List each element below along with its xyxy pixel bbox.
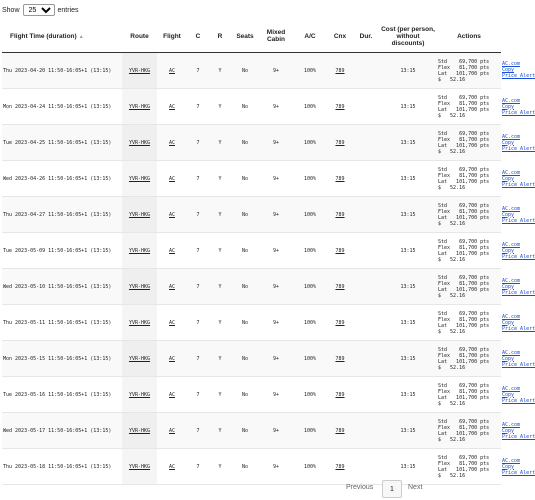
flight-cell: AC bbox=[168, 463, 176, 470]
flight-cell: AC bbox=[168, 139, 176, 146]
page-1-button[interactable]: 1 bbox=[382, 480, 402, 498]
seats-cell: No bbox=[241, 211, 249, 218]
flight-time-cell: Thu 2023-05-18 11:50-16:05+1 (13:15) bbox=[3, 463, 112, 470]
flights-table bbox=[2, 20, 535, 485]
cost-cell: Std 69,700 pts Flex 81,700 pts Lat 101,700 pts $ 52.16 bbox=[438, 94, 490, 119]
table-row: Tue 2023-04-25 11:50-16:05+1 (13:15) YVR-HKG AC 7 Y No 9+ 100% 789 13:15 Std 69,700 pts Flex 81,700 pts Lat 101,700 pts $ 52.16 AC.com Copy Price Alert bbox=[2, 125, 501, 161]
route-cell[interactable]: YVR-HKG bbox=[122, 341, 157, 377]
mixed-cabin-cell: 100% bbox=[303, 391, 317, 398]
flight-time-cell: Tue 2023-05-09 11:50-16:05+1 (13:15) bbox=[3, 247, 112, 254]
duration-cell: 13:15 bbox=[400, 355, 416, 362]
seats-cell: No bbox=[241, 319, 249, 326]
class-r-cell: Y bbox=[218, 103, 222, 110]
duration-cell: 13:15 bbox=[400, 391, 416, 398]
cnx-cell bbox=[353, 161, 379, 197]
cnx-cell bbox=[353, 89, 379, 125]
cnx-cell bbox=[353, 233, 379, 269]
cost-cell: Std 69,700 pts Flex 81,700 pts Lat 101,700 pts $ 52.16 bbox=[438, 58, 490, 83]
cost-cell: Std 69,700 pts Flex 81,700 pts Lat 101,700 pts $ 52.16 bbox=[438, 166, 490, 191]
cost-cell: Std 69,700 pts Flex 81,700 pts Lat 101,700 pts $ 52.16 bbox=[438, 310, 490, 335]
cnx-cell bbox=[353, 53, 379, 89]
seats-count-cell: 9+ bbox=[272, 355, 280, 362]
duration-cell: 13:15 bbox=[400, 247, 416, 254]
cnx-cell bbox=[353, 125, 379, 161]
class-r-cell: Y bbox=[218, 355, 222, 362]
seats-cell: No bbox=[241, 139, 249, 146]
flight-time-cell: Tue 2023-05-16 11:50-16:05+1 (13:15) bbox=[3, 391, 112, 398]
flight-time-cell: Thu 2023-04-27 11:50-16:05+1 (13:15) bbox=[3, 211, 112, 218]
seats-count-cell: 9+ bbox=[272, 319, 280, 326]
class-r-cell: Y bbox=[218, 463, 222, 470]
mixed-cabin-cell: 100% bbox=[303, 103, 317, 110]
table-row: Wed 2023-04-26 11:50-16:05+1 (13:15) YVR-HKG AC 7 Y No 9+ 100% 789 13:15 Std 69,700 pts Flex 81,700 pts Lat 101,700 pts $ 52.16 AC.com Copy Price Alert bbox=[2, 161, 501, 197]
class-c-cell: 7 bbox=[196, 211, 200, 218]
aircraft-cell: 789 bbox=[335, 355, 345, 362]
cost-cell: Std 69,700 pts Flex 81,700 pts Lat 101,700 pts $ 52.16 bbox=[438, 418, 490, 443]
cost-cell: Std 69,700 pts Flex 81,700 pts Lat 101,700 pts $ 52.16 bbox=[438, 346, 490, 371]
flight-time-cell: Thu 2023-05-11 11:50-16:05+1 (13:15) bbox=[3, 319, 112, 326]
flight-cell: AC bbox=[168, 247, 176, 254]
mixed-cabin-cell: 100% bbox=[303, 67, 317, 74]
aircraft-cell: 789 bbox=[335, 427, 345, 434]
seats-cell: No bbox=[241, 175, 249, 182]
aircraft-cell: 789 bbox=[335, 391, 345, 398]
duration-cell: 13:15 bbox=[400, 103, 416, 110]
mixed-cabin-cell: 100% bbox=[303, 355, 317, 362]
previous-button[interactable]: Previous bbox=[346, 484, 374, 491]
cost-cell: Std 69,700 pts Flex 81,700 pts Lat 101,700 pts $ 52.16 bbox=[438, 454, 490, 479]
class-c-cell: 7 bbox=[196, 175, 200, 182]
header-7[interactable]: A/C bbox=[293, 20, 327, 53]
table-row: Wed 2023-05-10 11:50-16:05+1 (13:15) YVR-HKG AC 7 Y No 9+ 100% 789 13:15 Std 69,700 pts Flex 81,700 pts Lat 101,700 pts $ 52.16 AC.com Copy Price Alert bbox=[2, 269, 501, 305]
mixed-cabin-cell: 100% bbox=[303, 175, 317, 182]
duration-cell: 13:15 bbox=[400, 175, 416, 182]
cnx-cell bbox=[353, 269, 379, 305]
header-11[interactable]: Actions bbox=[437, 20, 501, 53]
duration-cell: 13:15 bbox=[400, 211, 416, 218]
route-cell[interactable]: YVR-HKG bbox=[122, 197, 157, 233]
class-c-cell: 7 bbox=[196, 319, 200, 326]
header-0[interactable]: Flight Time (duration) ▲ bbox=[2, 20, 122, 53]
next-button[interactable]: Next bbox=[408, 484, 423, 491]
header-10[interactable]: Cost (per person, without discounts) bbox=[379, 20, 437, 53]
flight-cell: AC bbox=[168, 319, 176, 326]
table-row: Thu 2023-05-11 11:50-16:05+1 (13:15) YVR-HKG AC 7 Y No 9+ 100% 789 13:15 Std 69,700 pts Flex 81,700 pts Lat 101,700 pts $ 52.16 AC.com Copy Price Alert bbox=[2, 305, 501, 341]
flight-time-cell: Wed 2023-04-26 11:50-16:05+1 (13:15) bbox=[3, 175, 112, 182]
header-9[interactable]: Dur. bbox=[353, 20, 379, 53]
seats-cell: No bbox=[241, 463, 249, 470]
aircraft-cell: 789 bbox=[335, 463, 345, 470]
cnx-cell bbox=[353, 305, 379, 341]
mixed-cabin-cell: 100% bbox=[303, 211, 317, 218]
route-cell[interactable]: YVR-HKG bbox=[122, 449, 157, 485]
route-cell[interactable]: YVR-HKG bbox=[122, 233, 157, 269]
seats-count-cell: 9+ bbox=[272, 103, 280, 110]
cost-cell: Std 69,700 pts Flex 81,700 pts Lat 101,700 pts $ 52.16 bbox=[438, 202, 490, 227]
flight-time-cell: Tue 2023-04-25 11:50-16:05+1 (13:15) bbox=[3, 139, 112, 146]
flight-time-cell: Mon 2023-04-24 11:50-16:05+1 (13:15) bbox=[3, 103, 112, 110]
seats-count-cell: 9+ bbox=[272, 211, 280, 218]
table-row: Wed 2023-05-17 11:50-16:05+1 (13:15) YVR-HKG AC 7 Y No 9+ 100% 789 13:15 Std 69,700 pts Flex 81,700 pts Lat 101,700 pts $ 52.16 AC.com Copy Price Alert bbox=[2, 413, 501, 449]
cost-cell: Std 69,700 pts Flex 81,700 pts Lat 101,700 pts $ 52.16 bbox=[438, 382, 490, 407]
flight-cell: AC bbox=[168, 355, 176, 362]
table-row: Mon 2023-04-24 11:50-16:05+1 (13:15) YVR-HKG AC 7 Y No 9+ 100% 789 13:15 Std 69,700 pts Flex 81,700 pts Lat 101,700 pts $ 52.16 AC.com Copy Price Alert bbox=[2, 89, 501, 125]
seats-count-cell: 9+ bbox=[272, 175, 280, 182]
seats-count-cell: 9+ bbox=[272, 463, 280, 470]
class-c-cell: 7 bbox=[196, 283, 200, 290]
route-cell[interactable]: YVR-HKG bbox=[122, 377, 157, 413]
mixed-cabin-cell: 100% bbox=[303, 283, 317, 290]
aircraft-cell: 789 bbox=[335, 175, 345, 182]
page-size-select[interactable] bbox=[23, 4, 55, 16]
class-r-cell: Y bbox=[218, 211, 222, 218]
header-2[interactable]: Flight bbox=[157, 20, 187, 53]
flight-cell: AC bbox=[168, 391, 176, 398]
flight-time-cell: Thu 2023-04-20 11:50-16:05+1 (13:15) bbox=[3, 67, 112, 74]
class-c-cell: 7 bbox=[196, 67, 200, 74]
header-4[interactable]: R bbox=[209, 20, 231, 53]
class-r-cell: Y bbox=[218, 391, 222, 398]
seats-cell: No bbox=[241, 283, 249, 290]
length-menu bbox=[0, 0, 503, 20]
table-row: Tue 2023-05-16 11:50-16:05+1 (13:15) YVR-HKG AC 7 Y No 9+ 100% 789 13:15 Std 69,700 pts Flex 81,700 pts Lat 101,700 pts $ 52.16 AC.com Copy Price Alert bbox=[2, 377, 501, 413]
flight-time-cell: Wed 2023-05-17 11:50-16:05+1 (13:15) bbox=[3, 427, 112, 434]
aircraft-cell: 789 bbox=[335, 283, 345, 290]
seats-cell: No bbox=[241, 103, 249, 110]
flight-cell: AC bbox=[168, 427, 176, 434]
flight-cell: AC bbox=[168, 175, 176, 182]
route-cell[interactable]: YVR-HKG bbox=[122, 269, 157, 305]
seats-count-cell: 9+ bbox=[272, 391, 280, 398]
cost-cell: Std 69,700 pts Flex 81,700 pts Lat 101,700 pts $ 52.16 bbox=[438, 130, 490, 155]
cnx-cell bbox=[353, 197, 379, 233]
class-c-cell: 7 bbox=[196, 355, 200, 362]
class-r-cell: Y bbox=[218, 247, 222, 254]
class-c-cell: 7 bbox=[196, 391, 200, 398]
cnx-cell bbox=[353, 341, 379, 377]
cnx-cell bbox=[353, 413, 379, 449]
aircraft-cell: 789 bbox=[335, 139, 345, 146]
route-cell[interactable]: YVR-HKG bbox=[122, 413, 157, 449]
route-cell[interactable]: YVR-HKG bbox=[122, 305, 157, 341]
route-cell[interactable]: YVR-HKG bbox=[122, 89, 157, 125]
seats-cell: No bbox=[241, 355, 249, 362]
header-3[interactable]: C bbox=[187, 20, 209, 53]
duration-cell: 13:15 bbox=[400, 319, 416, 326]
route-cell[interactable]: YVR-HKG bbox=[122, 161, 157, 197]
seats-count-cell: 9+ bbox=[272, 427, 280, 434]
class-r-cell: Y bbox=[218, 175, 222, 182]
seats-count-cell: 9+ bbox=[272, 139, 280, 146]
flight-time-cell: Mon 2023-05-15 11:50-16:05+1 (13:15) bbox=[3, 355, 112, 362]
mixed-cabin-cell: 100% bbox=[303, 427, 317, 434]
cnx-cell bbox=[353, 377, 379, 413]
seats-cell: No bbox=[241, 67, 249, 74]
flight-cell: AC bbox=[168, 67, 176, 74]
cost-cell: Std 69,700 pts Flex 81,700 pts Lat 101,700 pts $ 52.16 bbox=[438, 238, 490, 263]
table-row: Mon 2023-05-15 11:50-16:05+1 (13:15) YVR-HKG AC 7 Y No 9+ 100% 789 13:15 Std 69,700 pts Flex 81,700 pts Lat 101,700 pts $ 52.16 AC.com Copy Price Alert bbox=[2, 341, 501, 377]
class-r-cell: Y bbox=[218, 319, 222, 326]
class-c-cell: 7 bbox=[196, 139, 200, 146]
sort-arrow-icon: ▲ bbox=[78, 33, 84, 40]
length-prefix: Show bbox=[2, 6, 20, 14]
flight-time-cell: Wed 2023-05-10 11:50-16:05+1 (13:15) bbox=[3, 283, 112, 290]
table-row: Thu 2023-04-27 11:50-16:05+1 (13:15) YVR-HKG AC 7 Y No 9+ 100% 789 13:15 Std 69,700 pts Flex 81,700 pts Lat 101,700 pts $ 52.16 AC.com Copy Price Alert bbox=[2, 197, 501, 233]
header-1[interactable]: Route bbox=[122, 20, 157, 53]
class-c-cell: 7 bbox=[196, 247, 200, 254]
seats-count-cell: 9+ bbox=[272, 67, 280, 74]
aircraft-cell: 789 bbox=[335, 67, 345, 74]
table-row: Thu 2023-05-18 11:50-16:05+1 (13:15) YVR-HKG AC 7 Y No 9+ 100% 789 13:15 Std 69,700 pts Flex 81,700 pts Lat 101,700 pts $ 52.16 AC.com Copy Price Alert bbox=[2, 449, 501, 485]
seats-count-cell: 9+ bbox=[272, 283, 280, 290]
route-cell[interactable]: YVR-HKG bbox=[122, 53, 157, 89]
header-6[interactable]: Mixed Cabin bbox=[259, 20, 293, 53]
cost-cell: Std 69,700 pts Flex 81,700 pts Lat 101,700 pts $ 52.16 bbox=[438, 274, 490, 299]
aircraft-cell: 789 bbox=[335, 103, 345, 110]
duration-cell: 13:15 bbox=[400, 463, 416, 470]
aircraft-cell: 789 bbox=[335, 319, 345, 326]
duration-cell: 13:15 bbox=[400, 139, 416, 146]
flight-cell: AC bbox=[168, 103, 176, 110]
aircraft-cell: 789 bbox=[335, 211, 345, 218]
class-c-cell: 7 bbox=[196, 463, 200, 470]
class-r-cell: Y bbox=[218, 67, 222, 74]
header-8[interactable]: Cnx bbox=[327, 20, 353, 53]
mixed-cabin-cell: 100% bbox=[303, 247, 317, 254]
seats-cell: No bbox=[241, 391, 249, 398]
flight-cell: AC bbox=[168, 283, 176, 290]
class-c-cell: 7 bbox=[196, 427, 200, 434]
header-5[interactable]: Seats bbox=[231, 20, 259, 53]
aircraft-cell: 789 bbox=[335, 247, 345, 254]
class-r-cell: Y bbox=[218, 427, 222, 434]
class-r-cell: Y bbox=[218, 139, 222, 146]
pagination bbox=[0, 480, 503, 498]
length-suffix: entries bbox=[57, 6, 79, 14]
class-r-cell: Y bbox=[218, 283, 222, 290]
route-cell[interactable]: YVR-HKG bbox=[122, 125, 157, 161]
duration-cell: 13:15 bbox=[400, 283, 416, 290]
duration-cell: 13:15 bbox=[400, 67, 416, 74]
table-row: Thu 2023-04-20 11:50-16:05+1 (13:15) YVR-HKG AC 7 Y No 9+ 100% 789 13:15 Std 69,700 pts Flex 81,700 pts Lat 101,700 pts $ 52.16 AC.com Copy Price Alert bbox=[2, 53, 501, 89]
table-row: Tue 2023-05-09 11:50-16:05+1 (13:15) YVR-HKG AC 7 Y No 9+ 100% 789 13:15 Std 69,700 pts Flex 81,700 pts Lat 101,700 pts $ 52.16 AC.com Copy Price Alert bbox=[2, 233, 501, 269]
flight-cell: AC bbox=[168, 211, 176, 218]
seats-cell: No bbox=[241, 247, 249, 254]
seats-cell: No bbox=[241, 427, 249, 434]
mixed-cabin-cell: 100% bbox=[303, 463, 317, 470]
mixed-cabin-cell: 100% bbox=[303, 139, 317, 146]
seats-count-cell: 9+ bbox=[272, 247, 280, 254]
mixed-cabin-cell: 100% bbox=[303, 319, 317, 326]
class-c-cell: 7 bbox=[196, 103, 200, 110]
duration-cell: 13:15 bbox=[400, 427, 416, 434]
